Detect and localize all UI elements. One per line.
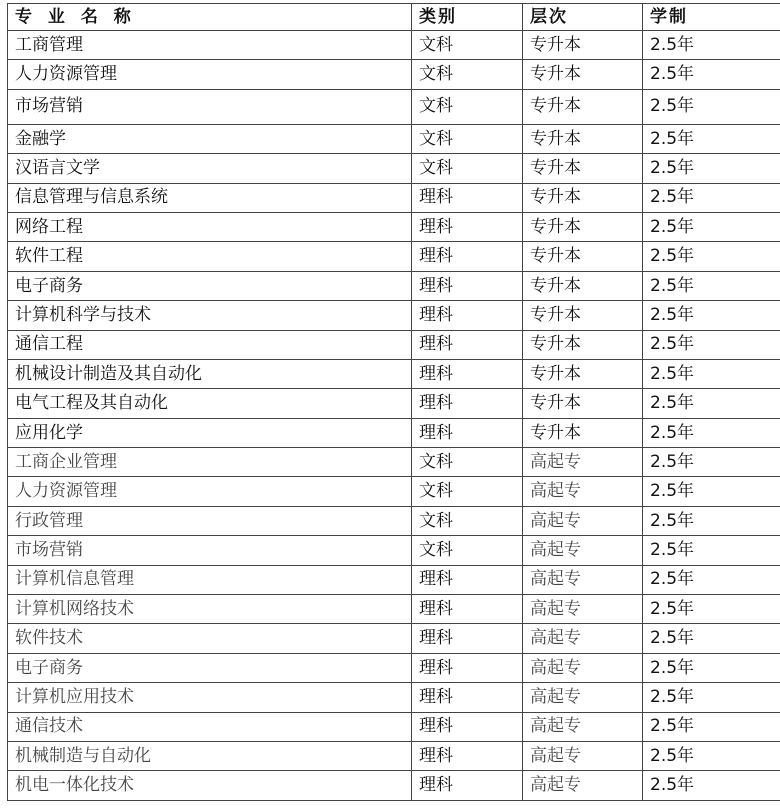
cell-category: 理科: [412, 212, 523, 241]
cell-program-name: 机电一体化技术: [8, 771, 412, 800]
cell-category: 文科: [412, 154, 523, 183]
cell-duration: 2.5年: [643, 771, 780, 800]
table-row: [8, 124, 780, 153]
cell-category: 文科: [412, 448, 523, 477]
cell-duration: 2.5年: [643, 506, 780, 535]
cell-program-name: 网络工程: [8, 212, 412, 241]
cell-program-name: 机械制造与自动化: [8, 741, 412, 770]
table-row: [8, 536, 780, 565]
cell-category: 理科: [412, 301, 523, 330]
cell-level: 专升本: [523, 183, 643, 212]
cell-level: 专升本: [523, 154, 643, 183]
cell-category: 文科: [412, 89, 523, 124]
program-table: [7, 3, 780, 801]
table-row: [8, 212, 780, 241]
cell-level: 高起专: [523, 506, 643, 535]
cell-category: 理科: [412, 565, 523, 594]
cell-category: 理科: [412, 330, 523, 359]
cell-duration: 2.5年: [643, 183, 780, 212]
cell-program-name: 计算机网络技术: [8, 595, 412, 624]
cell-category: 文科: [412, 506, 523, 535]
table-row: [8, 477, 780, 506]
table-header-row: [8, 4, 780, 31]
cell-duration: 2.5年: [643, 595, 780, 624]
table-row: [8, 448, 780, 477]
cell-duration: 2.5年: [643, 624, 780, 653]
table-row: [8, 242, 780, 271]
cell-program-name: 计算机应用技术: [8, 683, 412, 712]
cell-program-name: 计算机信息管理: [8, 565, 412, 594]
program-table-container: [7, 3, 780, 801]
cell-program-name: 计算机科学与技术: [8, 301, 412, 330]
cell-program-name: 电子商务: [8, 271, 412, 300]
cell-level: 高起专: [523, 448, 643, 477]
header-level: 层次: [523, 4, 643, 31]
header-program-name: 专 业 名 称: [8, 4, 412, 31]
cell-category: 理科: [412, 741, 523, 770]
table-body: [8, 31, 780, 801]
cell-program-name: 汉语言文学: [8, 154, 412, 183]
cell-category: 理科: [412, 595, 523, 624]
table-row: [8, 418, 780, 447]
cell-duration: 2.5年: [643, 389, 780, 418]
cell-program-name: 人力资源管理: [8, 477, 412, 506]
cell-level: 专升本: [523, 31, 643, 60]
table-row: [8, 741, 780, 770]
cell-program-name: 信息管理与信息系统: [8, 183, 412, 212]
cell-program-name: 工商管理: [8, 31, 412, 60]
table-row: [8, 89, 780, 124]
cell-level: 专升本: [523, 242, 643, 271]
cell-category: 文科: [412, 124, 523, 153]
cell-duration: 2.5年: [643, 448, 780, 477]
cell-duration: 2.5年: [643, 712, 780, 741]
table-row: [8, 389, 780, 418]
table-row: [8, 330, 780, 359]
cell-duration: 2.5年: [643, 212, 780, 241]
cell-category: 理科: [412, 418, 523, 447]
table-row: [8, 595, 780, 624]
cell-duration: 2.5年: [643, 653, 780, 682]
table-row: [8, 771, 780, 800]
cell-category: 理科: [412, 271, 523, 300]
table-row: [8, 154, 780, 183]
cell-level: 高起专: [523, 683, 643, 712]
cell-level: 高起专: [523, 624, 643, 653]
cell-duration: 2.5年: [643, 89, 780, 124]
cell-duration: 2.5年: [643, 31, 780, 60]
table-row: [8, 359, 780, 388]
cell-level: 高起专: [523, 477, 643, 506]
cell-duration: 2.5年: [643, 242, 780, 271]
cell-program-name: 电子商务: [8, 653, 412, 682]
table-row: [8, 683, 780, 712]
cell-program-name: 市场营销: [8, 89, 412, 124]
cell-program-name: 行政管理: [8, 506, 412, 535]
cell-level: 专升本: [523, 301, 643, 330]
cell-level: 专升本: [523, 330, 643, 359]
cell-program-name: 通信工程: [8, 330, 412, 359]
cell-level: 高起专: [523, 712, 643, 741]
cell-category: 理科: [412, 683, 523, 712]
cell-category: 理科: [412, 359, 523, 388]
cell-level: 专升本: [523, 271, 643, 300]
cell-level: 专升本: [523, 60, 643, 89]
cell-duration: 2.5年: [643, 359, 780, 388]
cell-duration: 2.5年: [643, 536, 780, 565]
cell-category: 理科: [412, 624, 523, 653]
cell-category: 文科: [412, 536, 523, 565]
cell-level: 高起专: [523, 595, 643, 624]
cell-duration: 2.5年: [643, 60, 780, 89]
cell-category: 文科: [412, 477, 523, 506]
cell-level: 高起专: [523, 536, 643, 565]
cell-category: 文科: [412, 31, 523, 60]
table-row: [8, 653, 780, 682]
cell-program-name: 人力资源管理: [8, 60, 412, 89]
cell-duration: 2.5年: [643, 683, 780, 712]
cell-program-name: 应用化学: [8, 418, 412, 447]
table-row: [8, 31, 780, 60]
table-row: [8, 624, 780, 653]
cell-duration: 2.5年: [643, 565, 780, 594]
table-row: [8, 506, 780, 535]
cell-level: 高起专: [523, 565, 643, 594]
cell-program-name: 工商企业管理: [8, 448, 412, 477]
cell-duration: 2.5年: [643, 301, 780, 330]
cell-level: 专升本: [523, 389, 643, 418]
header-duration: 学制: [643, 4, 780, 31]
cell-category: 理科: [412, 712, 523, 741]
cell-level: 高起专: [523, 741, 643, 770]
cell-program-name: 通信技术: [8, 712, 412, 741]
cell-duration: 2.5年: [643, 741, 780, 770]
header-category: 类别: [412, 4, 523, 31]
cell-program-name: 市场营销: [8, 536, 412, 565]
cell-level: 专升本: [523, 124, 643, 153]
cell-duration: 2.5年: [643, 418, 780, 447]
cell-program-name: 电气工程及其自动化: [8, 389, 412, 418]
cell-program-name: 软件技术: [8, 624, 412, 653]
table-row: [8, 712, 780, 741]
cell-level: 高起专: [523, 653, 643, 682]
cell-duration: 2.5年: [643, 124, 780, 153]
cell-category: 理科: [412, 771, 523, 800]
cell-duration: 2.5年: [643, 154, 780, 183]
cell-duration: 2.5年: [643, 330, 780, 359]
cell-duration: 2.5年: [643, 477, 780, 506]
cell-category: 理科: [412, 653, 523, 682]
cell-program-name: 金融学: [8, 124, 412, 153]
cell-level: 专升本: [523, 89, 643, 124]
cell-category: 文科: [412, 60, 523, 89]
cell-duration: 2.5年: [643, 271, 780, 300]
table-row: [8, 271, 780, 300]
table-row: [8, 60, 780, 89]
cell-level: 专升本: [523, 212, 643, 241]
cell-level: 高起专: [523, 771, 643, 800]
cell-category: 理科: [412, 242, 523, 271]
cell-program-name: 软件工程: [8, 242, 412, 271]
cell-level: 专升本: [523, 359, 643, 388]
table-row: [8, 183, 780, 212]
cell-category: 理科: [412, 183, 523, 212]
cell-level: 专升本: [523, 418, 643, 447]
cell-category: 理科: [412, 389, 523, 418]
table-row: [8, 301, 780, 330]
table-row: [8, 565, 780, 594]
cell-program-name: 机械设计制造及其自动化: [8, 359, 412, 388]
